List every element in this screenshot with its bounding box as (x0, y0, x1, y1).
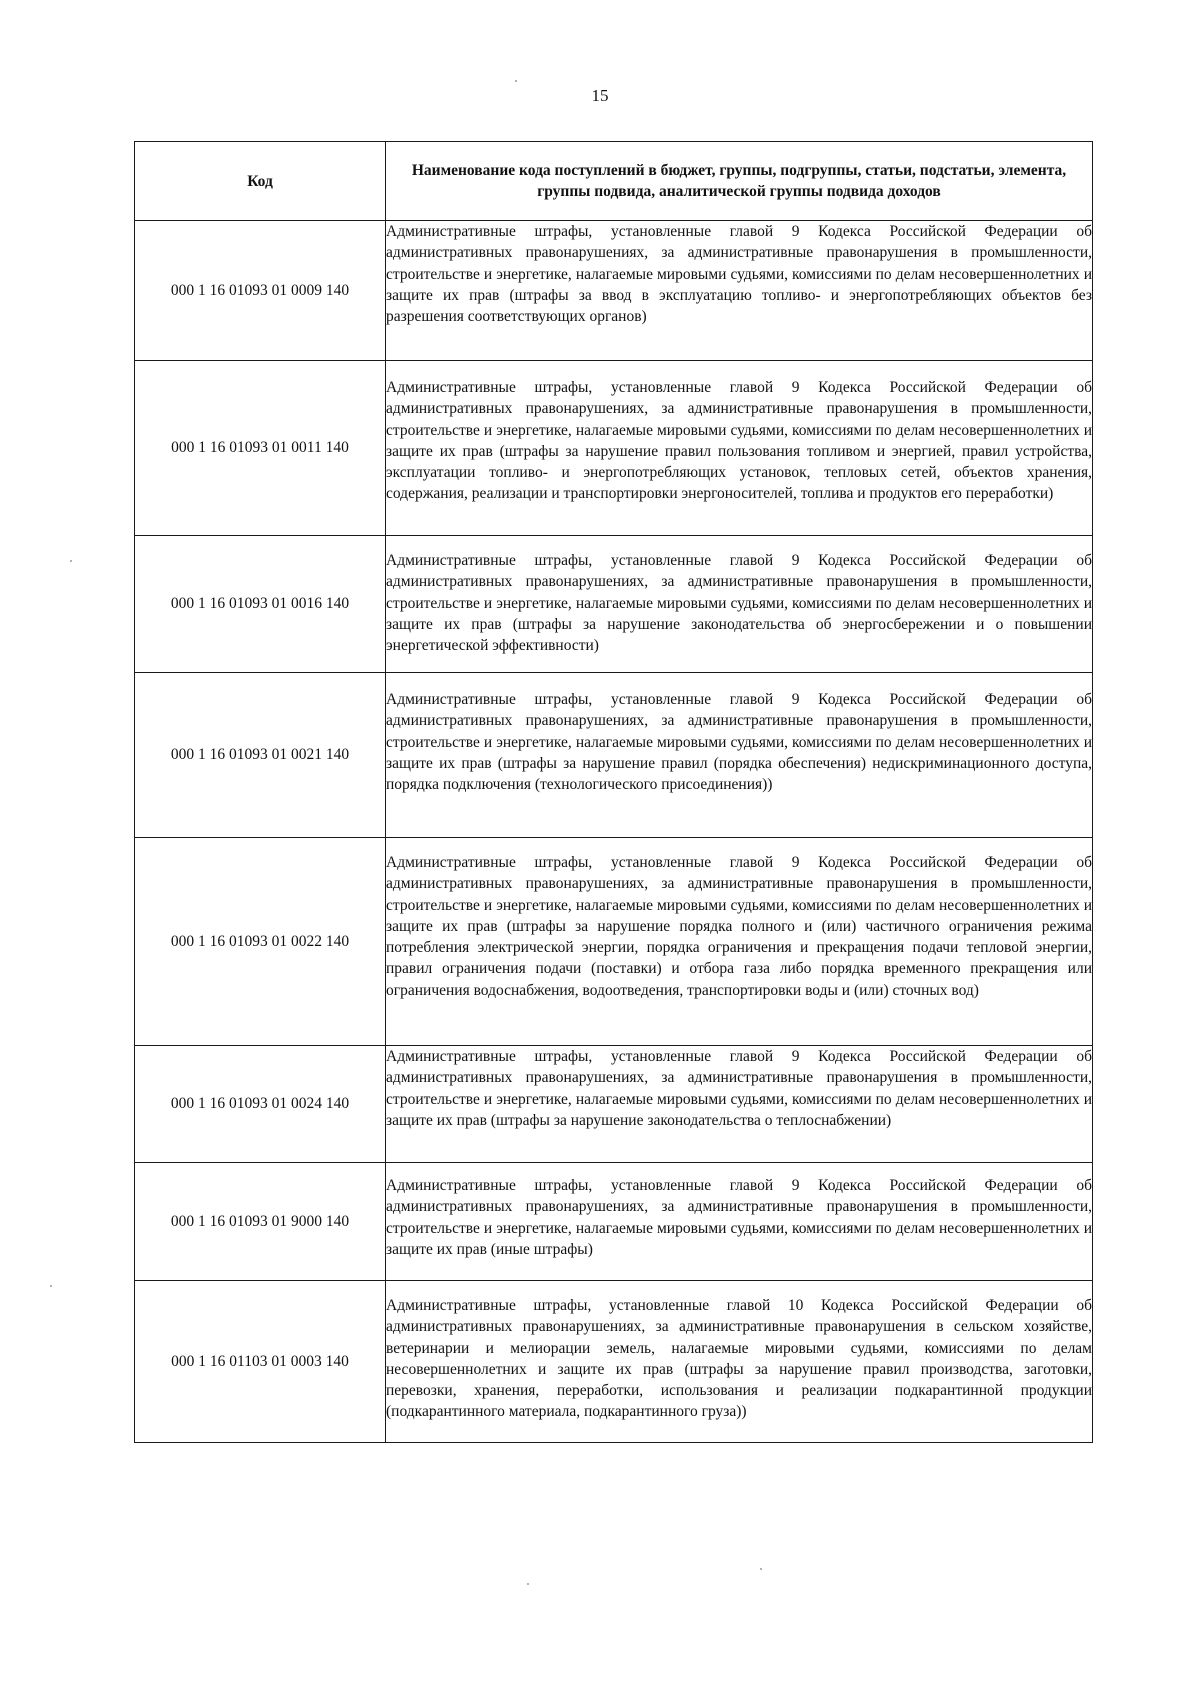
scan-speck (760, 1568, 762, 1570)
header-code: Код (135, 142, 386, 221)
row-name: Административные штрафы, установленные главой 9 Кодекса Российской Федерации об административных правонарушениях, за административные правонарушения в промышленности, строительстве и энергетике, налагаемые мировыми судьями, комиссиями по делам несовершеннолетних и защите их прав (штрафы за нарушение законодательства о теплоснабжении) (386, 1046, 1093, 1163)
row-code: 000 1 16 01103 01 0003 140 (135, 1281, 386, 1443)
scan-speck (527, 1583, 529, 1585)
page-number: 15 (591, 86, 609, 105)
row-name: Административные штрафы, установленные главой 9 Кодекса Российской Федерации об административных правонарушениях, за административные правонарушения в промышленности, строительстве и энергетике, налагаемые мировыми судьями, комиссиями по делам несовершеннолетних и защите их прав (штрафы за нарушение порядка полного и (или) частичного ограничения режима потребления электрической энергии, порядка ограничения и прекращения подачи тепловой энергии, правил ограничения подачи (поставки) и отбора газа либо порядка временного прекращения или ограничения водоснабжения, водоотведения, транспортировки воды и (или) сточных вод) (386, 838, 1093, 1046)
table-row (135, 673, 1093, 838)
row-name: Административные штрафы, установленные главой 9 Кодекса Российской Федерации об административных правонарушениях, за административные правонарушения в промышленности, строительстве и энергетике, налагаемые мировыми судьями, комиссиями по делам несовершеннолетних и защите их прав (штрафы за ввод в эксплуатацию топливо- и энергопотребляющих объектов без разрешения соответствующих органов) (386, 221, 1093, 361)
row-code: 000 1 16 01093 01 0011 140 (135, 361, 386, 536)
scan-speck (50, 1285, 52, 1287)
row-code: 000 1 16 01093 01 0009 140 (135, 221, 386, 361)
scan-speck (70, 560, 72, 562)
table-row (135, 1281, 1093, 1443)
table-row (135, 221, 1093, 361)
row-name: Административные штрафы, установленные главой 9 Кодекса Российской Федерации об административных правонарушениях, за административные правонарушения в промышленности, строительстве и энергетике, налагаемые мировыми судьями, комиссиями по делам несовершеннолетних и защите их прав (иные штрафы) (386, 1163, 1093, 1281)
row-code: 000 1 16 01093 01 0016 140 (135, 536, 386, 673)
table-row (135, 1163, 1093, 1281)
table-row (135, 536, 1093, 673)
row-name: Административные штрафы, установленные главой 9 Кодекса Российской Федерации об административных правонарушениях, за административные правонарушения в промышленности, строительстве и энергетике, налагаемые мировыми судьями, комиссиями по делам несовершеннолетних и защите их прав (штрафы за нарушение правил (порядка обеспечения) недискриминационного доступа, порядка подключения (технологического присоединения)) (386, 673, 1093, 838)
table-header-row (135, 142, 1093, 221)
row-name: Административные штрафы, установленные главой 10 Кодекса Российской Федерации об административных правонарушениях, за административные правонарушения в сельском хозяйстве, ветеринарии и мелиорации земель, налагаемые мировыми судьями, комиссиями по делам несовершеннолетних и защите их прав (штрафы за нарушение правил производства, заготовки, перевозки, хранения, переработки, использования и реализации подкарантинной продукции (подкарантинного материала, подкарантинного груза)) (386, 1281, 1093, 1443)
row-name: Административные штрафы, установленные главой 9 Кодекса Российской Федерации об административных правонарушениях, за административные правонарушения в промышленности, строительстве и энергетике, налагаемые мировыми судьями, комиссиями по делам несовершеннолетних и защите их прав (штрафы за нарушение законодательства об энергосбережении и о повышении энергетической эффективности) (386, 536, 1093, 673)
scan-speck (515, 80, 517, 82)
table-row (135, 838, 1093, 1046)
header-name: Наименование кода поступлений в бюджет, группы, подгруппы, статьи, подстатьи, элемента, группы подвида, аналитической группы подвида доходов (386, 142, 1093, 221)
revenue-codes-table (134, 141, 1093, 1443)
row-code: 000 1 16 01093 01 0024 140 (135, 1046, 386, 1163)
table-row (135, 1046, 1093, 1163)
row-code: 000 1 16 01093 01 9000 140 (135, 1163, 386, 1281)
row-code: 000 1 16 01093 01 0022 140 (135, 838, 386, 1046)
row-code: 000 1 16 01093 01 0021 140 (135, 673, 386, 838)
table-row (135, 361, 1093, 536)
row-name: Административные штрафы, установленные главой 9 Кодекса Российской Федерации об административных правонарушениях, за административные правонарушения в промышленности, строительстве и энергетике, налагаемые мировыми судьями, комиссиями по делам несовершеннолетних и защите их прав (штрафы за нарушение правил пользования топливом и энергией, правил устройства, эксплуатации топливо- и энергопотребляющих установок, тепловых сетей, объектов хранения, содержания, реализации и транспортировки энергоносителей, топлива и продуктов его переработки) (386, 361, 1093, 536)
